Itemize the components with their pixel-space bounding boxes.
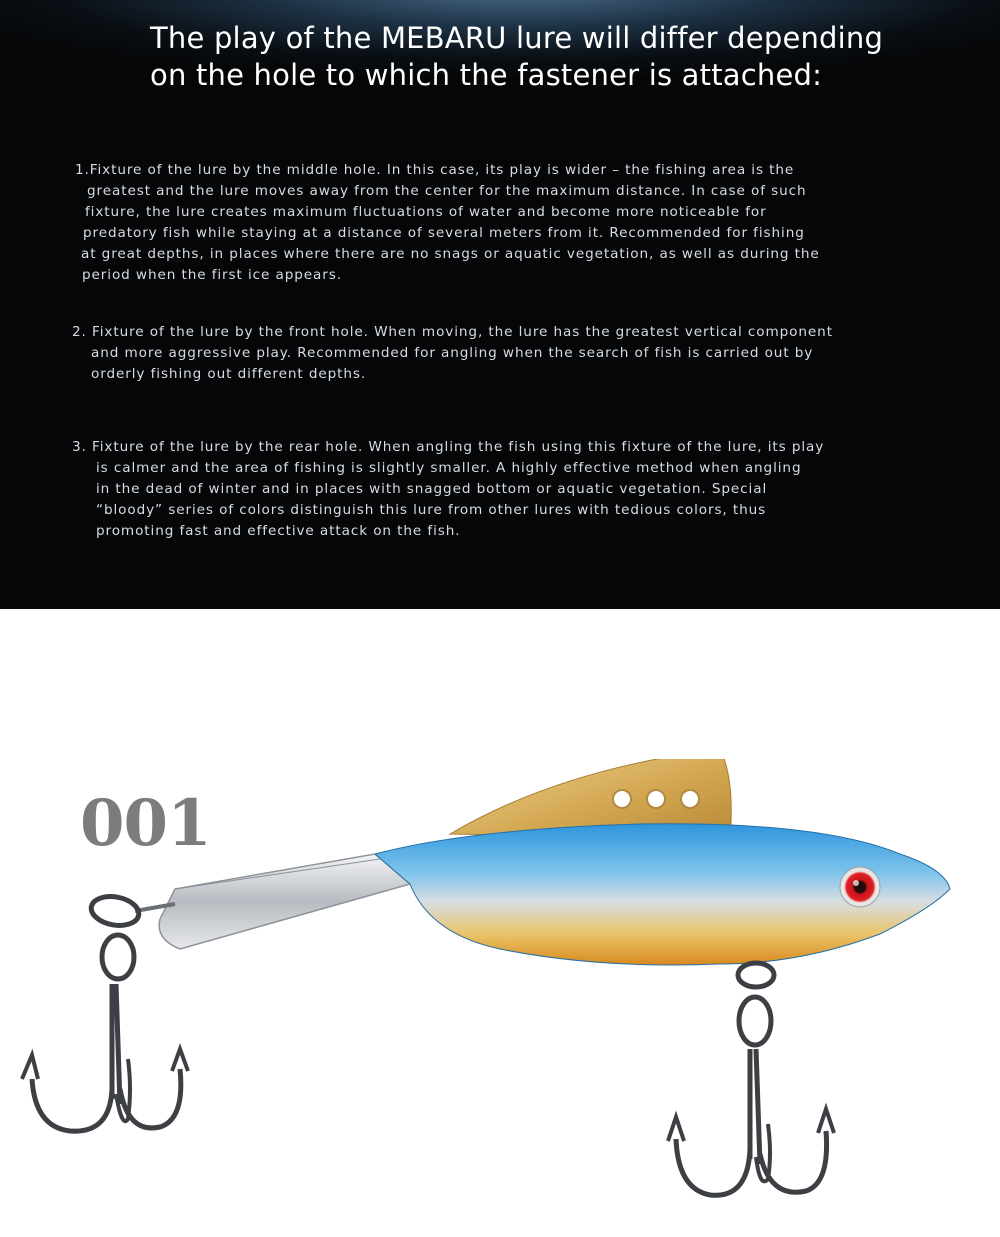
tail-fin [159, 854, 410, 949]
instruction-line: fixture, the lure creates maximum fluctuations of water and become more noticeable for [85, 204, 767, 220]
instruction-line: 2. Fixture of the lure by the front hole. When moving, the lure has the greatest vertical component [72, 324, 833, 340]
title-line-2: on the hole to which the fastener is attached: [150, 58, 823, 92]
instruction-line: 3. Fixture of the lure by the rear hole. When angling the fish using this fixture of the lure, its play [72, 439, 825, 455]
instruction-line: greatest and the lure moves away from the center for the maximum distance. In case of such [87, 183, 807, 199]
instruction-line: predatory fish while staying at a distance of several meters from it. Recommended for fishing [83, 225, 805, 241]
attachment-hole [681, 790, 699, 808]
instruction-line: orderly fishing out different depths. [91, 366, 367, 382]
instructions-panel [0, 0, 1000, 609]
instruction-line: in the dead of winter and in places with snagged bottom or aquatic vegetation. Special [96, 481, 768, 497]
front-treble-hook [668, 963, 834, 1195]
product-showcase [0, 609, 1000, 1237]
instruction-rear-hole [72, 437, 824, 542]
instruction-front-hole [72, 322, 833, 385]
instruction-line: period when the first ice appears. [82, 267, 342, 283]
instruction-line: promoting fast and effective attack on the fish. [96, 523, 461, 539]
instruction-line: and more aggressive play. Recommended for angling when the search of fish is carried out by [91, 345, 814, 361]
instruction-line: 1.Fixture of the lure by the middle hole. In this case, its play is wider – the fishing area is the [75, 162, 795, 178]
instruction-line: “bloody” series of colors distinguish this lure from other lures with tedious colors, thus [96, 502, 767, 518]
product-code: 001 [80, 786, 211, 861]
lure-illustration [0, 759, 1000, 1229]
attachment-hole [613, 790, 631, 808]
instruction-middle-hole [75, 160, 820, 286]
page-title [150, 20, 950, 94]
title-line-1: The play of the MEBARU lure will differ depending [150, 21, 884, 55]
attachment-hole [647, 790, 665, 808]
instruction-line: at great depths, in places where there are no snags or aquatic vegetation, as well as during the [81, 246, 820, 262]
instruction-line: is calmer and the area of fishing is slightly smaller. A highly effective method when angling [96, 460, 802, 476]
